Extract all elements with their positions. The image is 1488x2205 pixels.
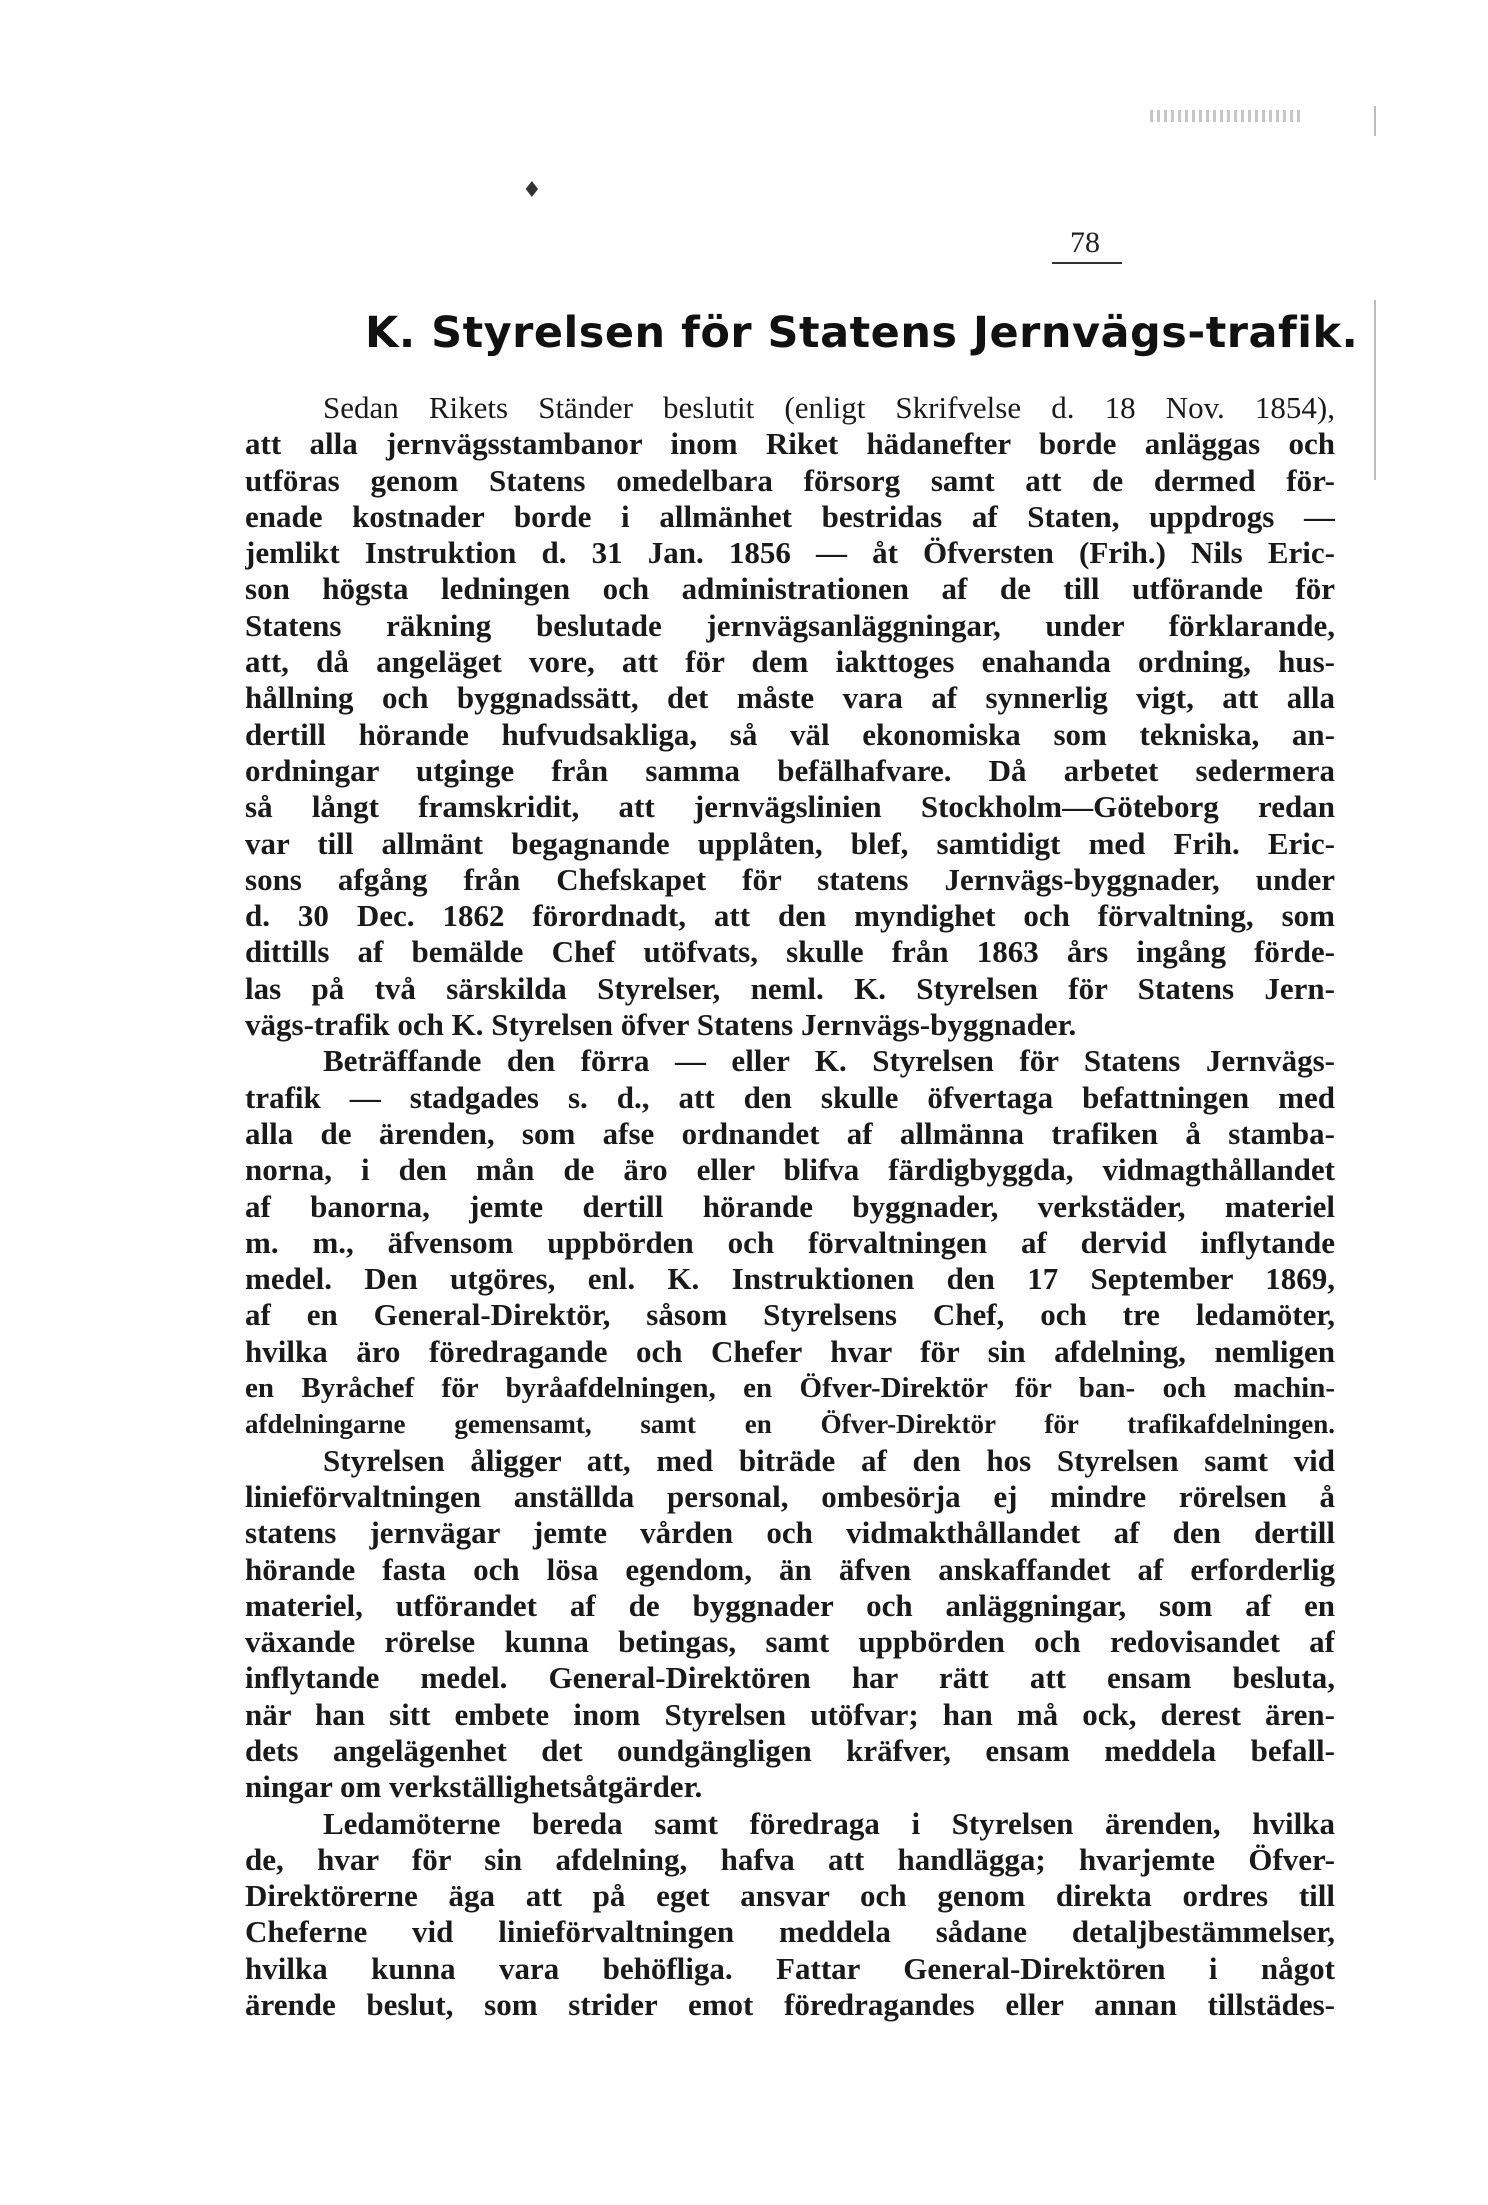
text-line: när han sitt embete inom Styrelsen utöfvar; han må ock, derest ären-	[245, 1696, 1335, 1732]
scan-artifact	[1150, 110, 1300, 122]
text-line: hörande fasta och lösa egendom, än äfven anskaffandet af erforderlig	[245, 1551, 1335, 1587]
text-line: materiel, utförandet af de byggnader och anläggningar, som af en	[245, 1587, 1335, 1623]
text-line: ningar om verkställighetsåtgärder.	[245, 1769, 703, 1805]
text-line: son högsta ledningen och administrationen af de till utförande för	[245, 571, 1335, 607]
text-line: Direktörerne äga att på eget ansvar och genom direkta ordres till	[245, 1878, 1335, 1914]
ink-mark: ♦	[522, 178, 542, 203]
text-line: linieförvaltningen anställda personal, ombesörja ej mindre rörelsen å	[245, 1478, 1335, 1514]
text-line: en Byråchef för byråafdelningen, en Öfver-Direktör för ban- och machin-	[245, 1372, 1335, 1405]
text-line: Statens räkning beslutade jernvägsanläggningar, under förklarande,	[245, 607, 1335, 643]
edge-artifact	[1374, 300, 1376, 480]
text-line: afdelningarne gemensamt, samt en Öfver-Direktör för trafikafdelningen.	[245, 1409, 1335, 1440]
text-line: hvilka kunna vara behöfliga. Fattar General-Direktören i något	[245, 1950, 1335, 1986]
text-line: var till allmänt begagnande upplåten, blef, samtidigt med Frih. Eric-	[245, 825, 1335, 861]
text-line: att alla jernvägsstambanor inom Riket hädanefter borde anläggas och	[245, 426, 1335, 462]
text-line: inflytande medel. General-Direktören har rätt att ensam besluta,	[245, 1660, 1335, 1696]
text-line: m. m., äfvensom uppbörden och förvaltningen af dervid inflytande	[245, 1224, 1335, 1260]
text-line: dittills af bemälde Chef utöfvats, skulle från 1863 års ingång förde-	[245, 934, 1335, 970]
text-line: hållning och byggnadssätt, det måste vara af synnerlig vigt, att alla	[245, 680, 1335, 716]
text-line: d. 30 Dec. 1862 förordnadt, att den myndighet och förvaltning, som	[245, 898, 1335, 934]
text-line: af en General-Direktör, såsom Styrelsens Chef, och tre ledamöter,	[245, 1297, 1335, 1333]
text-line: de, hvar för sin afdelning, hafva att handlägga; hvarjemte Öfver-	[245, 1841, 1335, 1877]
text-line: så långt framskridit, att jernvägslinien Stockholm—Göteborg redan	[245, 789, 1335, 825]
text-line: medel. Den utgöres, enl. K. Instruktionen den 17 September 1869,	[245, 1261, 1335, 1297]
page-number: 78	[1070, 226, 1100, 259]
text-line: utföras genom Statens omedelbara försorg samt att de dermed för-	[245, 462, 1335, 498]
text-line: enade kostnader borde i allmänhet bestridas af Staten, uppdrogs —	[245, 498, 1335, 534]
text-line: ordningar utginge från samma befälhafvare. Då arbetet sedermera	[245, 752, 1335, 788]
text-line: växande rörelse kunna betingas, samt uppbörden och redovisandet af	[245, 1624, 1335, 1660]
text-line: jemlikt Instruktion d. 31 Jan. 1856 — åt Öfversten (Frih.) Nils Eric-	[245, 535, 1335, 571]
page-number-rule	[1052, 262, 1122, 264]
text-line: statens jernvägar jemte vården och vidmakthållandet af den dertill	[245, 1515, 1335, 1551]
text-line: ärende beslut, som strider emot föredragandes eller annan tillstädes-	[245, 1987, 1335, 2023]
text-line: vägs-trafik och K. Styrelsen öfver Statens Jernvägs-byggnader.	[245, 1007, 1077, 1043]
text-line: Beträffande den förra — eller K. Styrelsen för Statens Jernvägs-	[323, 1043, 1335, 1079]
text-line: Cheferne vid linieförvaltningen meddela sådane detaljbestämmelser,	[245, 1914, 1335, 1950]
text-line: af banorna, jemte dertill hörande byggnader, verkstäder, materiel	[245, 1188, 1335, 1224]
text-line: las på två särskilda Styrelser, neml. K. Styrelsen för Statens Jern-	[245, 970, 1335, 1006]
section-heading: K. Styrelsen för Statens Jernvägs-trafik.	[365, 308, 1359, 358]
text-line: att, då angeläget vore, att för dem iakttoges enahanda ordning, hus-	[245, 644, 1335, 680]
text-line: Sedan Rikets Ständer beslutit (enligt Skrifvelse d. 18 Nov. 1854),	[323, 390, 1335, 425]
body-text	[245, 390, 1335, 2023]
text-line: trafik — stadgades s. d., att den skulle öfvertaga befattningen med	[245, 1079, 1335, 1115]
text-line: hvilka äro föredragande och Chefer hvar för sin afdelning, nemligen	[245, 1333, 1335, 1369]
text-line: sons afgång från Chefskapet för statens Jernvägs-byggnader, under	[245, 861, 1335, 897]
text-line: Ledamöterne bereda samt föredraga i Styrelsen ärenden, hvilka	[323, 1805, 1335, 1841]
edge-artifact	[1374, 106, 1376, 136]
text-line: dets angelägenhet det oundgängligen kräfver, ensam meddela befall-	[245, 1732, 1335, 1768]
text-line: Styrelsen åligger att, med biträde af den hos Styrelsen samt vid	[323, 1442, 1335, 1478]
text-line: alla de ärenden, som afse ordnandet af allmänna trafiken å stamba-	[245, 1115, 1335, 1151]
text-line: dertill hörande hufvudsakliga, så väl ekonomiska som tekniska, an-	[245, 716, 1335, 752]
text-line: norna, i den mån de äro eller blifva färdigbyggda, vidmagthållandet	[245, 1152, 1335, 1188]
